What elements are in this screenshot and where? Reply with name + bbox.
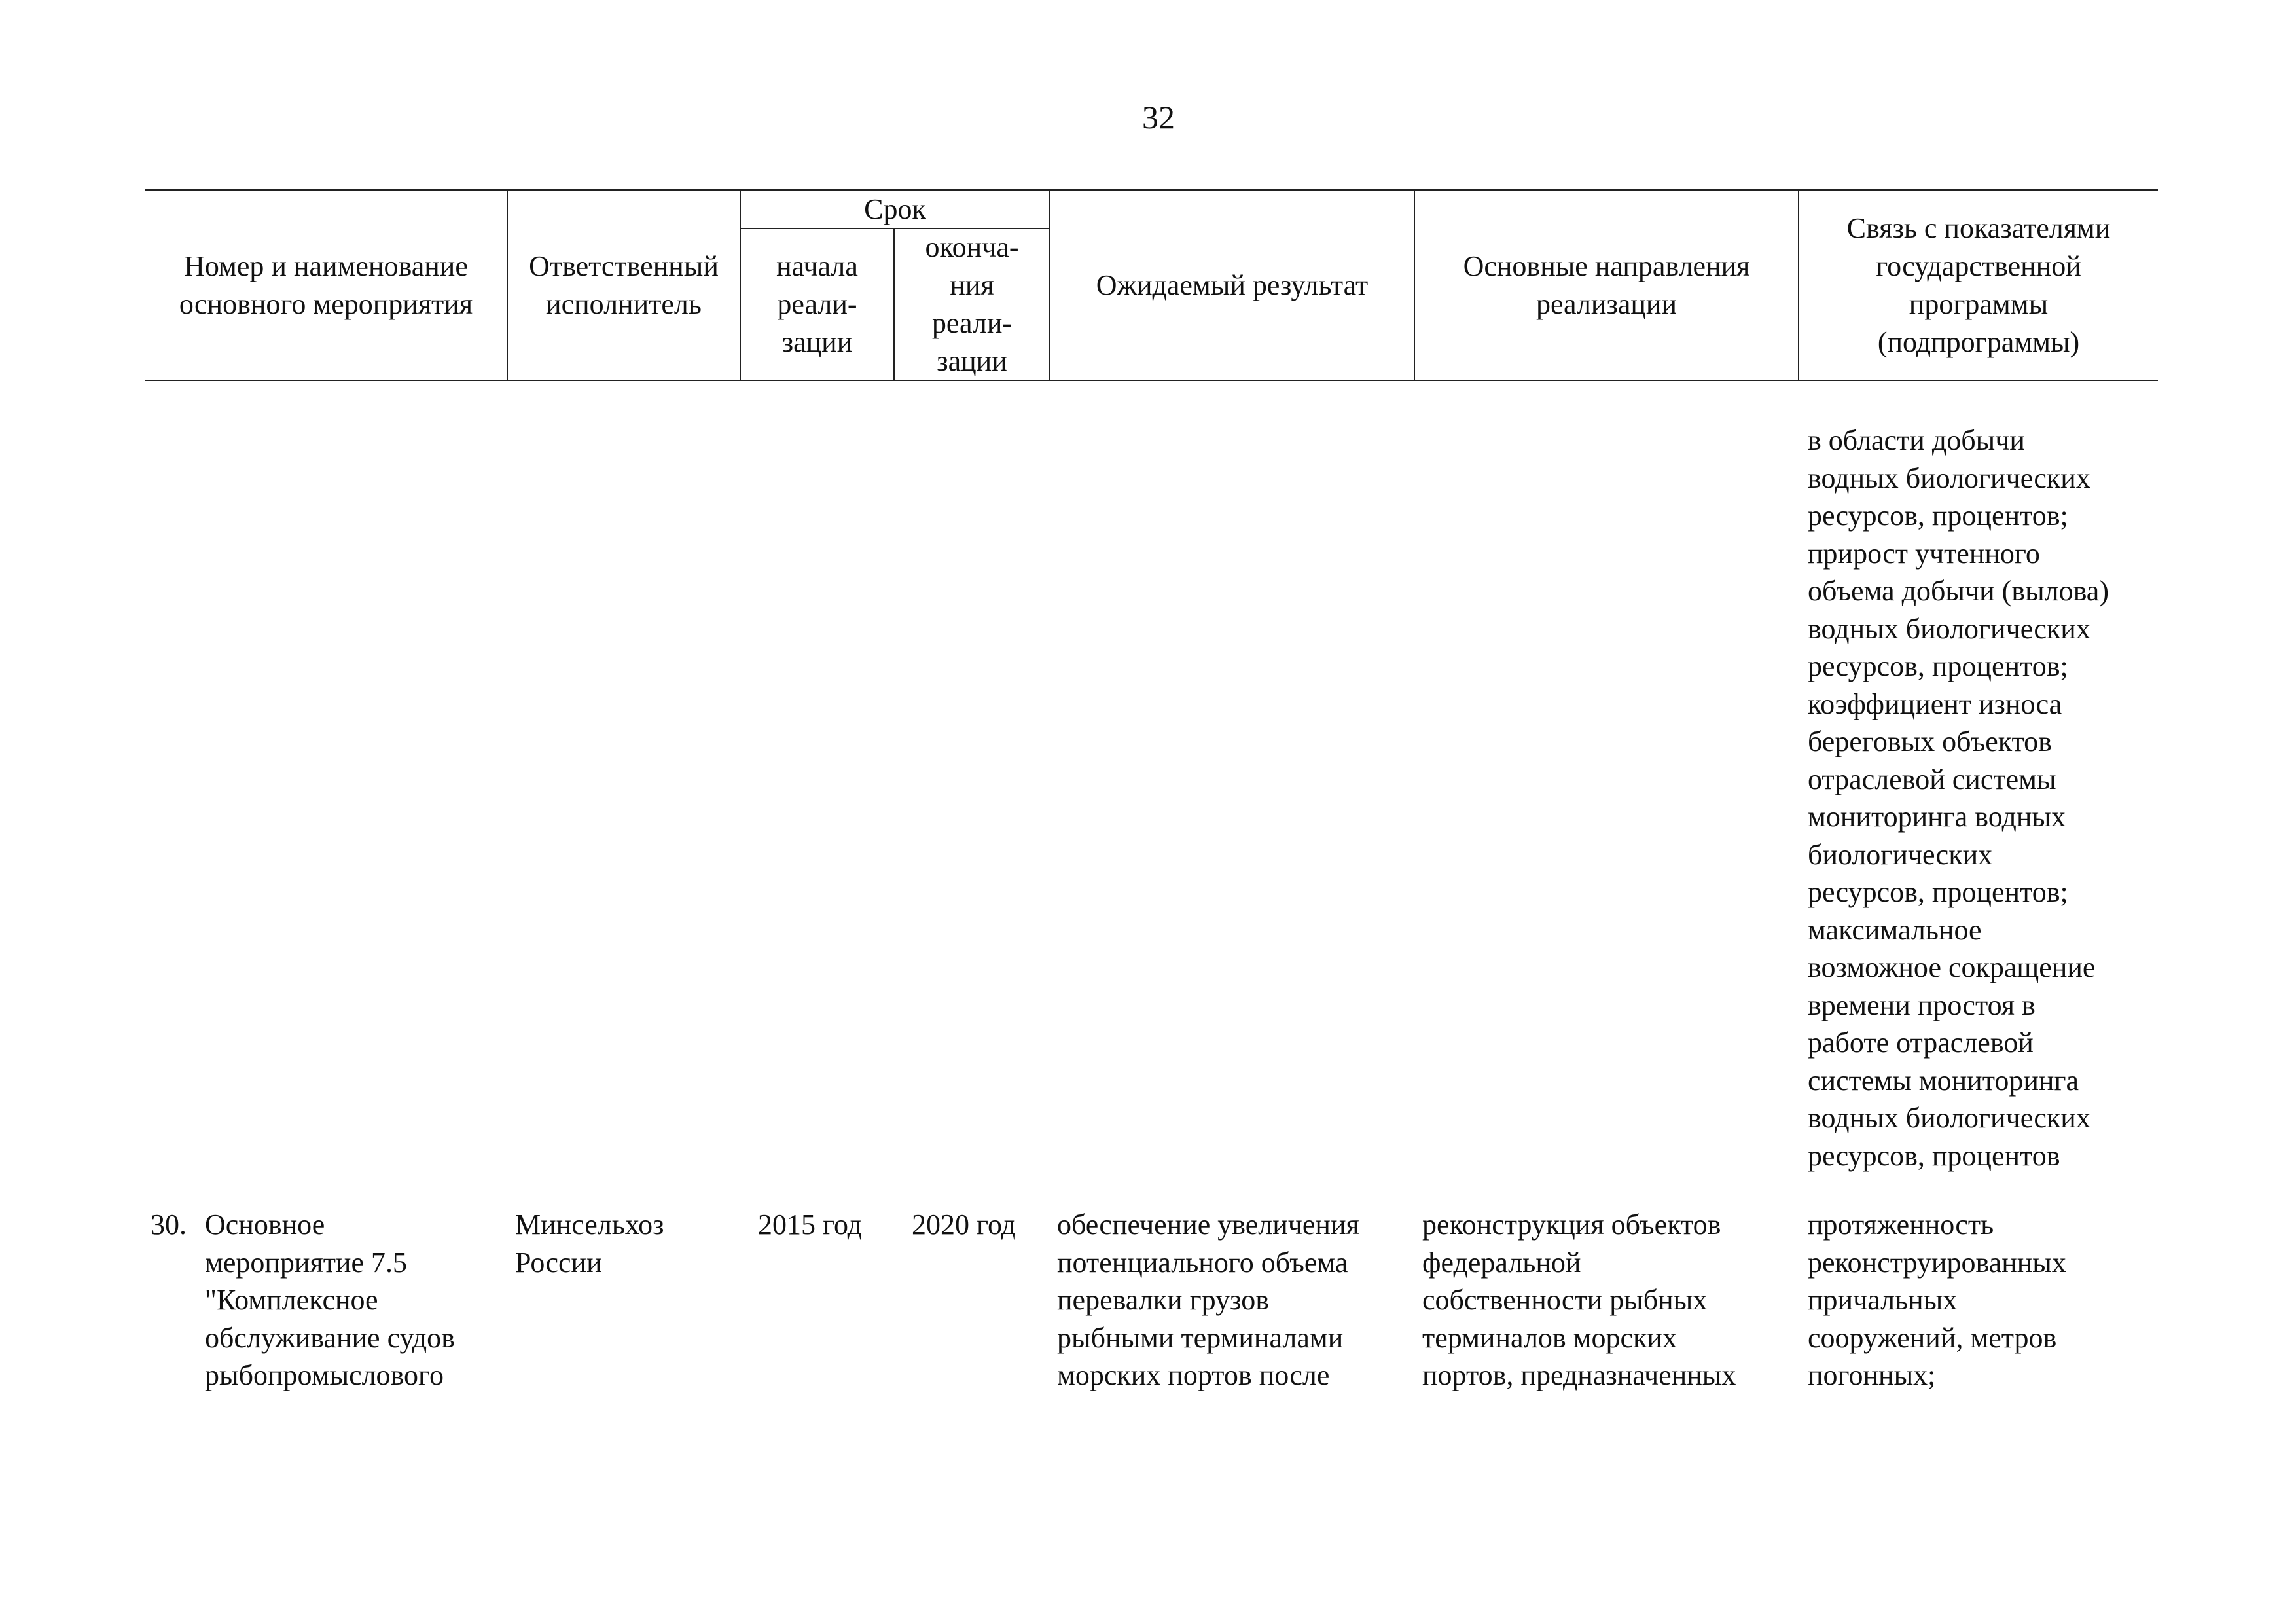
end-year: 2020 год	[912, 1209, 1016, 1241]
page-number: 32	[1142, 99, 1175, 136]
start-year: 2015 год	[758, 1209, 863, 1241]
header-indicators: Связь с показателями государственной программы (подпрограммы)	[1846, 211, 2111, 358]
program-indicators: протяженность реконструированных причальных сооружений, метров погонных;	[1808, 1209, 2066, 1391]
activity-name: Основное мероприятие 7.5 "Комплексное обслуживание судов рыбопромыслового	[205, 1209, 455, 1391]
header-directions: Основные направления реализации	[1463, 249, 1750, 320]
header-activity: Номер и наименование основного мероприятия	[179, 249, 473, 320]
header-executor: Ответственный исполнитель	[529, 249, 719, 320]
header-start: начала реали- зации	[776, 250, 858, 358]
implementation-directions: реконструкция объектов федеральной собственности рыбных терминалов морских портов, предназначенных	[1422, 1209, 1736, 1391]
header-expected-result: Ожидаемый результат	[1096, 268, 1369, 301]
header-end: оконча- ния реали- зации	[925, 231, 1019, 377]
header-bottom-rule	[145, 380, 2158, 381]
row-number: 30.	[151, 1209, 187, 1241]
header-srok: Срок	[864, 192, 926, 225]
continued-indicators: в области добычи водных биологических ресурсов, процентов; прирост учтенного объема добычи (вылова) водных биологических ресурсов, процентов; коэффициент износа береговых объектов отраслевой системы мониторинга водных биологических ресурсов, процентов; максимальное возможное сокращение времени простоя в работе отраслевой системы мониторинга водных биологических ресурсов, процентов	[1808, 424, 2109, 1172]
executor: Минсельхоз России	[515, 1209, 664, 1279]
expected-result: обеспечение увеличения потенциального объема перевалки грузов рыбными терминалами морских портов после	[1057, 1209, 1359, 1391]
